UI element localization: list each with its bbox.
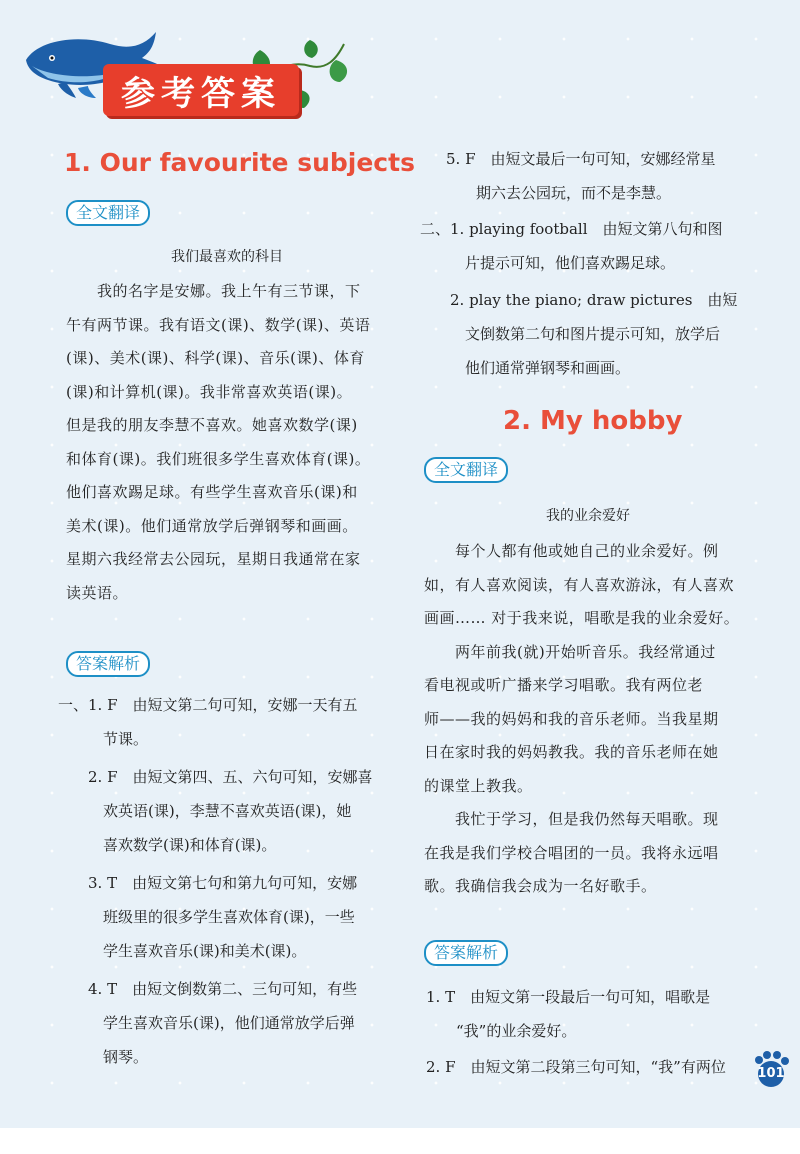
answer-line: 5. F 由短文最后一句可知，安娜经常星 <box>446 150 716 168</box>
answer-item <box>426 1050 726 1084</box>
passage-line: 画画…… 对于我来说，唱歌是我的业余爱好。 <box>424 609 740 627</box>
answer-line: 3. T 由短文第七句和第九句可知，安娜 <box>58 874 358 892</box>
answer-line: 一、1. F 由短文第二句可知，安娜一天有五 <box>58 696 358 714</box>
answer-line: 喜欢数学(课)和体育(课)。 <box>58 836 277 854</box>
passage-line: 的课堂上教我。 <box>424 776 533 795</box>
passage-text-1 <box>66 275 396 610</box>
passage-line: 看电视或听广播来学习唱歌。我有两位老 <box>424 676 704 694</box>
section-title-my-hobby: 2. My hobby <box>503 406 683 436</box>
answer-item <box>58 760 373 862</box>
passage-line: 在我是我们学校合唱团的一员。我将永远唱 <box>424 843 719 862</box>
answer-line: 节课。 <box>58 730 149 748</box>
passage-line: 我忙于学习，但是我仍然每天唱歌。现 <box>424 810 719 828</box>
passage-line: 日在家时我的妈妈教我。我的音乐老师在她 <box>424 743 719 761</box>
passage-line: 和体育(课)。我们班很多学生喜欢体育(课)。 <box>66 449 371 468</box>
answer-key-banner <box>103 64 299 116</box>
answer-line: “我”的业余爱好。 <box>426 1022 577 1040</box>
passage-line: (课)和计算机(课)。我非常喜欢英语(课)。 <box>66 382 353 401</box>
passage-line: 师——我的妈妈和我的音乐老师。当我星期 <box>424 709 719 728</box>
answer-line: 学生喜欢音乐(课)，他们通常放学后弹 <box>58 1014 355 1032</box>
answer-line: 班级里的很多学生喜欢体育(课)，一些 <box>58 908 355 926</box>
passage-line: 读英语。 <box>66 583 129 602</box>
passage-title-2: 我的业余爱好 <box>546 508 630 524</box>
passage-line: 他们喜欢踢足球。有些学生喜欢音乐(课)和 <box>66 483 358 501</box>
passage-line: 两年前我(就)开始听音乐。我经常通过 <box>424 642 716 661</box>
translation-tag-1: 全文翻译 <box>66 200 150 226</box>
answer-item <box>446 142 716 210</box>
passage-line: 午有两节课。我有语文(课)、数学(课)、英语 <box>66 315 371 334</box>
answer-line: 2. F 由短文第四、五、六句可知，安娜喜 <box>58 768 373 786</box>
passage-line: (课)、美术(课)、科学(课)、音乐(课)、体育 <box>66 349 365 367</box>
answer-item <box>58 866 357 968</box>
answers-tag-2: 答案解析 <box>424 940 508 966</box>
answer-line: 2. play the piano; draw pictures 由短 <box>420 291 738 309</box>
answer-item <box>58 972 357 1074</box>
answer-line: 二、1. playing football 由短文第八句和图 <box>420 220 723 238</box>
section-title-favourite-subjects: 1. Our favourite subjects <box>64 148 415 177</box>
passage-line: 歌。我确信我会成为一名好歌手。 <box>424 877 657 895</box>
passage-line: 如，有人喜欢阅读，有人喜欢游泳，有人喜欢 <box>424 575 735 594</box>
passage-text-2 <box>424 535 764 904</box>
answer-line: 期六去公园玩，而不是李慧。 <box>446 184 672 202</box>
passage-line: 星期六我经常去公园玩，星期日我通常在家 <box>66 550 361 568</box>
page-number: 101 <box>757 1066 785 1081</box>
answer-item <box>426 980 710 1048</box>
answer-line: 文倒数第二句和图片提示可知，放学后 <box>420 325 721 343</box>
translation-tag-2: 全文翻译 <box>424 457 508 483</box>
answer-line: 4. T 由短文倒数第二、三句可知，有些 <box>58 980 358 998</box>
answer-line: 学生喜欢音乐(课)和美术(课)。 <box>58 942 307 960</box>
answer-item <box>420 212 723 280</box>
answer-line: 他们通常弹钢琴和画画。 <box>420 359 631 377</box>
answer-item <box>420 283 737 385</box>
answers-tag-1: 答案解析 <box>66 651 150 677</box>
answer-item <box>58 688 358 756</box>
passage-line: 但是我的朋友李慧不喜欢。她喜欢数学(课) <box>66 416 358 434</box>
passage-line: 每个人都有他或她自己的业余爱好。例 <box>424 542 719 560</box>
page-bottom-margin <box>0 1128 800 1154</box>
answer-line: 片提示可知，他们喜欢踢足球。 <box>420 254 676 272</box>
answer-line: 1. T 由短文第一段最后一句可知，唱歌是 <box>426 988 711 1006</box>
answer-line: 钢琴。 <box>58 1048 149 1066</box>
answer-line: 2. F 由短文第二段第三句可知，“我”有两位 <box>426 1058 726 1076</box>
answer-line: 欢英语(课)，李慧不喜欢英语(课)，她 <box>58 802 352 820</box>
banner-title: 参考答案 <box>121 73 281 114</box>
passage-line: 我的名字是安娜。我上午有三节课，下 <box>66 282 361 300</box>
passage-title-1: 我们最喜欢的科目 <box>171 249 283 265</box>
passage-line: 美术(课)。他们通常放学后弹钢琴和画画。 <box>66 516 358 535</box>
